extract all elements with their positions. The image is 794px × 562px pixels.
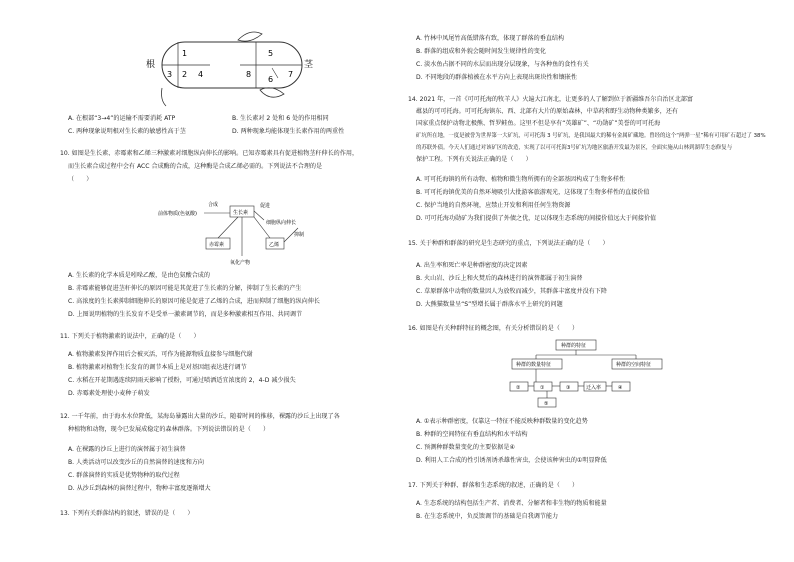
q10-option-b: B. 赤霉素能够促进茎秆伸长的原因可能是其促进了生长素的分解，抑制了生长素的产生 xyxy=(68,285,302,292)
svg-text:促进: 促进 xyxy=(260,203,271,209)
q17-stem: 17. 下列关于种群、群落和生态系统的叙述，正确的是（ ） xyxy=(408,482,579,489)
q12-option-b: B. 人类活动可以改变沙丘的自然演替的速度和方向 xyxy=(68,459,205,466)
label-5: 5 xyxy=(268,49,274,58)
q16-stem: 16. 如图是有关种群特征的概念图，有关分析错误的是（ ） xyxy=(408,325,579,332)
leaf-icon xyxy=(260,88,284,97)
q14-stem-line3: 国家重点保护动物北极熊、哲罗鲑鱼。这里不但是享有“英雄矿”、“功勋矿”美誉的可可托海 xyxy=(416,120,661,127)
svg-text:氧化产物: 氧化产物 xyxy=(230,260,251,266)
svg-text:③: ③ xyxy=(566,385,571,391)
svg-text:⑤: ⑤ xyxy=(544,401,549,407)
svg-text:种群的特征: 种群的特征 xyxy=(561,343,587,349)
q9-option-d: D. 两种现象均能体现生长素作用的两重性 xyxy=(232,128,345,135)
q14-stem-line5: 的苏联外债。今天人们通过对该矿区的改造，实现了以可可托海3号矿坑为地区旅游开发最为景区，全面实施从山林到湖草生态修复与 xyxy=(416,145,733,151)
svg-text:④: ④ xyxy=(618,385,623,391)
q9-option-a: A. 在根部“3→4”的运输不需要消耗 ATP xyxy=(68,115,176,122)
hormone-diagram xyxy=(158,196,328,268)
svg-text:种群的空间特征: 种群的空间特征 xyxy=(616,362,652,368)
leaf-icon xyxy=(238,32,262,41)
svg-text:①: ① xyxy=(540,385,545,391)
q13-option-a: A. 竹林中凤尾竹高低错落有致，体现了群落的垂直结构 xyxy=(416,35,565,42)
q11-option-b: B. 植物激素对植物生长发育的调节本质上是对基因组表达进行调节 xyxy=(68,364,247,371)
label-8: 8 xyxy=(246,70,252,79)
label-2: 2 xyxy=(182,70,188,79)
q9-option-c: C. 两种现象说明根对生长素的敏感性高于茎 xyxy=(68,128,186,135)
label-1: 1 xyxy=(182,49,188,58)
q14-stem-line2: 蕴县的可可托海。可可托海镇东、西、北部有大片的原始森林，中草药和野生动物种类繁多，还有 xyxy=(416,108,679,115)
q11-stem: 11. 下列关于植物激素的说法中，正确的是（ ） xyxy=(60,333,200,340)
q14-option-b: B. 可可托海镇优美的自然环境吸引大批游客旅游观光，这体现了生物多样性的直接价值 xyxy=(416,189,650,196)
q10-option-d: D. 上图说明植物的生长发育不是受单一激素调节的，而是多种激素相互作用、共同调节 xyxy=(68,311,303,318)
q12-stem-line1: 12. 一千年前，由于海水水位降低，某海岛暴露出大量的沙丘，随着时间的推移，裸露的沙丘上出现了各 xyxy=(60,413,340,420)
q16-option-d: D. 利用人工合成的性引诱剂诱杀雄性害虫，会使该种害虫的①明显降低 xyxy=(416,457,607,464)
q12-option-d: D. 从沙丘到森林的演替过程中，物种丰富度逐渐增大 xyxy=(68,485,211,492)
svg-text:乙烯: 乙烯 xyxy=(269,242,280,248)
q12-stem-line2: 种植物和动物，现今已发展成稳定的森林群落。下列说法错误的是（ ） xyxy=(68,426,270,433)
q9-option-b: B. 生长素对 2 处和 6 处的作用相同 xyxy=(232,115,329,122)
q15-option-b: B. 火山岩、沙丘上和火焚后的森林进行的演替都属于初生演替 xyxy=(416,275,583,282)
q15-option-d: D. 大熊猫数量呈“S”型增长属于群落水平上研究的问题 xyxy=(416,301,563,308)
q15-option-a: A. 出生率和死亡率是种群密度的决定因素 xyxy=(416,262,528,269)
svg-text:种群的数量特征: 种群的数量特征 xyxy=(516,362,552,368)
q11-option-d: D. 赤霉素处理使小麦种子萌发 xyxy=(68,390,150,397)
q16-option-a: A. ①表示种群密度，仅靠这一特征不能反映种群数量的变化趋势 xyxy=(416,418,588,425)
label-6: 6 xyxy=(268,75,274,84)
svg-text:细胞纵向伸长: 细胞纵向伸长 xyxy=(266,220,297,226)
q14-stem-line1: 14. 2021 年，一首《可可托海的牧羊人》火遍大江南北，让更多的人了解到位于新疆维吾尔自治区北部富 xyxy=(408,96,694,103)
q13-stem: 13. 下列有关群落结构的叙述，错误的是（ ） xyxy=(60,510,194,517)
svg-text:迁入率: 迁入率 xyxy=(586,385,602,391)
root-label: 根 xyxy=(146,60,156,70)
stem-label: 茎 xyxy=(304,60,314,70)
q10-option-c: C. 高浓度的生长素抑制细胞伸长的原因可能是促进了乙烯的合成，进而抑制了细胞的纵向伸长 xyxy=(68,298,320,305)
q14-stem-line6: 保护工程。下列有关说法正确的是（ ） xyxy=(416,156,532,163)
q14-option-c: C. 保护当地的自然环境，应禁止开发和利用任何生物资源 xyxy=(416,202,571,209)
q15-option-c: C. 草原群落中动物的数量因人为放牧而减少，其群落丰富度并没有下降 xyxy=(416,288,607,295)
q11-option-a: A. 植物激素发挥作用后会被灭活，可作为能源物质直接参与细胞代谢 xyxy=(68,351,253,358)
label-3: 3 xyxy=(167,70,173,79)
q14-option-d: D. 可可托海功勋矿为我们提供了外债之优，足以体现生态系统的间接价值远大于间接价值 xyxy=(416,215,657,222)
q16-option-b: B. 种群的空间特征有垂直结构和水平结构 xyxy=(416,431,528,438)
q14-stem-line4: 矿坑所在地，一度是被誉为世界第一大矿坑，可可托海 3 号矿坑，是我国最大的稀有金属矿藏地。曾经的这个“两弹一星”稀有可用矿石超过了 38% xyxy=(416,133,766,139)
q10-stem-line2: 而生长素合成过程中会有 ACC 合成酶的合成，这种酶是合成乙烯必需的。下列说法不合理的是 xyxy=(68,163,323,170)
svg-text:②: ② xyxy=(516,385,521,391)
root-stem-figure xyxy=(140,30,315,112)
label-4: 4 xyxy=(198,70,204,79)
svg-text:前体物质(色氨酸): 前体物质(色氨酸) xyxy=(158,211,197,217)
q10-stem-line1: 10. 如图是生长素、赤霉素和乙烯三种激素对细胞纵向伸长的影响。已知赤霉素具有促进植物茎秆伸长的作用， xyxy=(60,150,359,157)
q12-option-a: A. 在裸露的沙丘上进行的演替属于初生演替 xyxy=(68,446,186,453)
svg-text:生长素: 生长素 xyxy=(233,210,249,216)
q13-option-c: C. 淡水鱼占据不同的水层而出现分层现象，与各种鱼的食性有关 xyxy=(416,61,589,68)
q13-option-b: B. 群落的组成和外貌会随时间发生规律性的变化 xyxy=(416,48,546,55)
svg-text:合成: 合成 xyxy=(208,202,219,208)
q11-option-c: C. 水稻在开花期遇连续阴雨天影响了授粉，可通过喷洒适宜浓度的 2，4-D 减少损失 xyxy=(68,377,296,384)
svg-text:抑制: 抑制 xyxy=(294,232,305,238)
q16-option-c: C. 预测种群数量变化的主要依据是④ xyxy=(416,444,515,451)
q15-stem: 15. 关于种群和群落的研究是生态研究的重点，下列说法正确的是（ ） xyxy=(408,240,609,247)
svg-text:赤霉素: 赤霉素 xyxy=(209,242,225,248)
q10-stem-line3: （ ） xyxy=(68,176,93,183)
population-feature-diagram xyxy=(508,338,678,410)
label-7: 7 xyxy=(288,70,294,79)
q14-option-a: A. 可可托海镇的所有动物、植物和微生物所拥有的全部基因构成了生物多样性 xyxy=(416,176,626,183)
q12-option-c: C. 群落演替的实质是优势物种的取代过程 xyxy=(68,472,180,479)
q17-option-b: B. 在生态系统中，负反馈调节的基础是自我调节能力 xyxy=(416,513,559,520)
q10-option-a: A. 生长素的化学本质是吲哚乙酸，是由色氨酸合成的 xyxy=(68,272,210,279)
q13-option-d: D. 不同地段的群落植被在水平方向上表现出斑块性和镶嵌性 xyxy=(416,74,577,81)
q17-option-a: A. 生态系统的结构包括生产者、消费者、分解者和非生物的物质和能量 xyxy=(416,500,607,507)
